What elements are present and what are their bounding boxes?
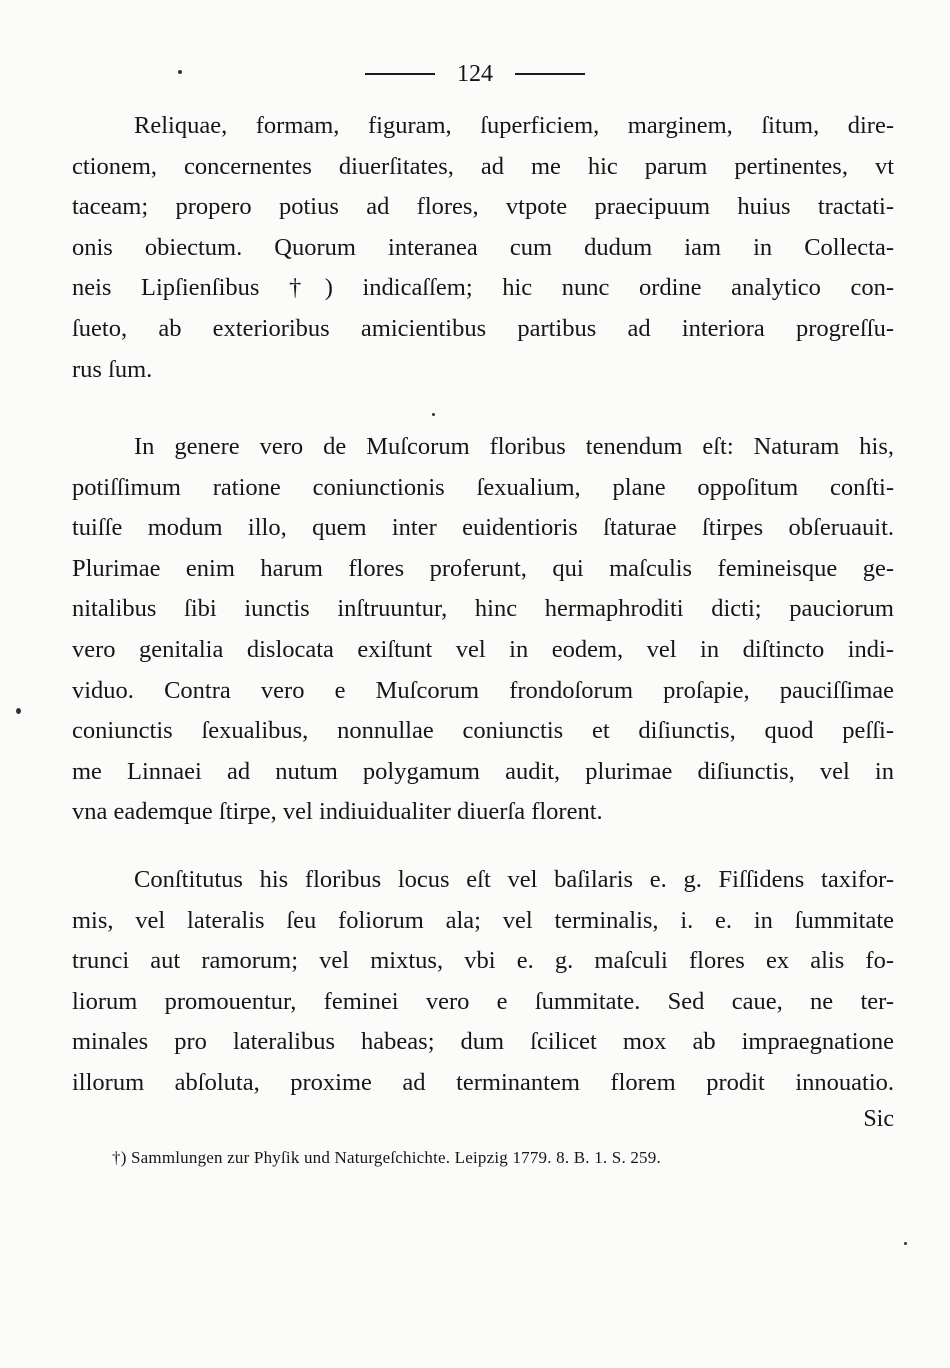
paragraph-2	[72, 427, 894, 833]
text-line: taceam; propero potius ad flores, vtpote praecipuum huius tractati-	[72, 193, 894, 221]
header-rule-right	[515, 73, 585, 75]
catchword: Sic	[863, 1106, 894, 1132]
text-line: liorum promouentur, feminei vero e ſummitate. Sed caue, ne ter-	[72, 987, 894, 1015]
text-line: rus ſum.	[72, 355, 153, 383]
text-line: In genere vero de Muſcorum floribus tenendum eſt: Naturam his,	[134, 433, 894, 460]
text-line: onis obiectum. Quorum interanea cum dudum iam in Collecta-	[72, 233, 894, 261]
text-line: tuiſſe modum illo, quem inter euidentioris ſtaturae ſtirpes obſeruauit.	[72, 514, 894, 542]
text-line: ſueto, ab exterioribus amicientibus partibus ad interiora progreſſu-	[72, 314, 894, 342]
text-line: viduo. Contra vero e Muſcorum frondoſorum proſapie, pauciſſimae	[72, 676, 894, 704]
paragraph-3	[72, 860, 894, 1104]
text-line: illorum abſoluta, proxime ad terminantem florem prodit innouatio.	[72, 1068, 894, 1096]
text-line: Conſtitutus his floribus locus eſt vel baſilaris e. g. Fiſſidens taxifor-	[134, 866, 894, 893]
text-line: coniunctis ſexualibus, nonnullae coniunctis et diſiunctis, quod peſſi-	[72, 717, 894, 745]
text-line: nitalibus ſibi iunctis inſtruuntur, hinc hermaphroditi dicti; pauciorum	[72, 595, 894, 623]
footnote: †) Sammlungen zur Phyſik und Naturgeſchichte. Leipzig 1779. 8. B. 1. S. 259.	[112, 1148, 661, 1167]
text-line: trunci aut ramorum; vel mixtus, vbi e. g. maſculi flores ex alis fo-	[72, 947, 894, 975]
text-line: Plurimae enim harum flores proferunt, qui maſculis femineisque ge-	[72, 554, 894, 582]
text-line: me Linnaei ad nutum polygamum audit, plurimae diſiunctis, vel in	[72, 757, 894, 785]
text-line: vna eademque ſtirpe, vel indiuidualiter diuerſa florent.	[72, 798, 603, 826]
print-speck	[904, 1242, 907, 1245]
text-line: Reliquae, formam, figuram, ſuperficiem, marginem, ſitum, dire-	[134, 112, 894, 139]
page-number: 124	[457, 61, 493, 88]
paragraph-1	[72, 106, 894, 390]
text-line: mis, vel lateralis ſeu foliorum ala; vel terminalis, i. e. in ſummitate	[72, 906, 894, 934]
print-speck	[16, 708, 21, 714]
print-speck	[432, 413, 435, 416]
text-line: minales pro lateralibus habeas; dum ſcilicet mox ab impraegnatione	[72, 1028, 894, 1056]
page-header	[0, 58, 950, 89]
text-line: ctionem, concernentes diuerſitates, ad me hic parum pertinentes, vt	[72, 152, 894, 180]
header-rule-left	[365, 73, 435, 75]
text-line: vero genitalia dislocata exiſtunt vel in eodem, vel in diſtincto indi-	[72, 635, 894, 663]
text-line: potiſſimum ratione coniunctionis ſexualium, plane oppoſitum conſti-	[72, 473, 894, 501]
text-line: neis Lipſienſibus †) indicaſſem; hic nunc ordine analytico con-	[72, 274, 894, 302]
print-speck	[178, 70, 182, 74]
